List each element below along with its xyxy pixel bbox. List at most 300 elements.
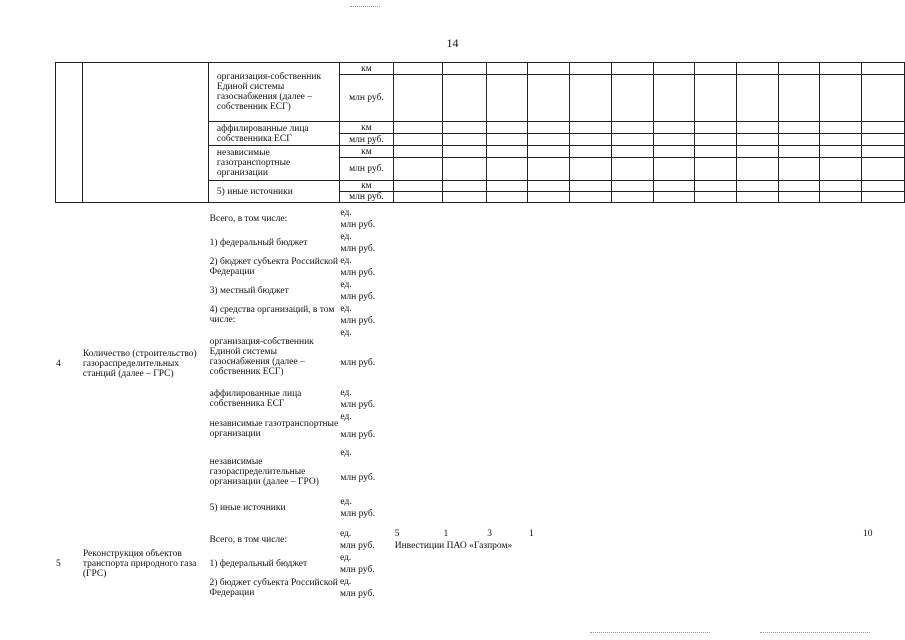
empty-cell (862, 207, 905, 219)
empty-cell (443, 267, 487, 279)
empty-cell (653, 158, 695, 181)
unit-mln: млн руб. (340, 292, 376, 302)
empty-cell (612, 315, 654, 327)
unit-ed: ед. (339, 577, 352, 587)
empty-cell (737, 181, 779, 192)
source-owner-esg: организация-собственник Единой системы газоснабжения (далее – собственник ЕСГ) (209, 337, 314, 377)
empty-cell (443, 291, 487, 303)
empty-cell (820, 576, 862, 588)
empty-cell (862, 387, 905, 399)
empty-cell (737, 540, 779, 552)
empty-cell (570, 327, 612, 339)
unit-mln: млн руб. (339, 75, 394, 122)
empty-cell (653, 134, 695, 146)
empty-cell (820, 255, 862, 267)
empty-cell (862, 508, 905, 520)
source-affiliated: аффилированные лица собственника ЕСГ (209, 389, 302, 409)
row-4-number: 4 (56, 358, 61, 369)
empty-cell (394, 231, 443, 243)
empty-cell (528, 291, 570, 303)
empty-cell (394, 399, 443, 411)
empty-cell (528, 231, 570, 243)
empty-cell (570, 528, 612, 540)
empty-cell (779, 399, 821, 411)
empty-cell (570, 339, 612, 387)
empty-cell (394, 508, 443, 520)
empty-cell (442, 576, 486, 588)
empty-cell (653, 181, 695, 192)
empty-cell (820, 327, 862, 339)
empty-cell (779, 540, 821, 552)
page-number: 14 (446, 36, 459, 50)
empty-cell (737, 303, 779, 315)
empty-cell (695, 564, 737, 576)
empty-cell (394, 315, 443, 327)
empty-cell (653, 122, 695, 134)
empty-cell (654, 303, 696, 315)
empty-cell (737, 528, 779, 540)
empty-cell (779, 459, 821, 496)
empty-cell (654, 496, 696, 508)
empty-cell (394, 207, 443, 219)
unit-ed: ед. (340, 328, 352, 338)
empty-cell (779, 588, 821, 600)
empty-cell (820, 181, 862, 192)
empty-cell (443, 496, 487, 508)
source-federal: 1) федеральный бюджет (209, 559, 308, 569)
empty-cell (862, 192, 905, 203)
empty-cell (612, 528, 654, 540)
empty-cell (487, 339, 529, 387)
empty-cell (737, 447, 779, 459)
empty-cell (394, 576, 443, 588)
empty-cell (612, 564, 654, 576)
empty-cell (612, 327, 654, 339)
empty-cell (737, 158, 779, 181)
empty-cell (737, 267, 779, 279)
row-5-number: 5 (56, 559, 61, 569)
empty-cell (442, 552, 486, 564)
empty-cell (654, 279, 696, 291)
empty-cell (570, 508, 612, 520)
empty-cell (570, 576, 612, 588)
empty-cell (394, 192, 443, 203)
empty-cell (611, 122, 653, 134)
empty-cell (737, 146, 779, 158)
empty-cell (486, 75, 528, 122)
empty-cell (654, 387, 696, 399)
empty-cell (487, 219, 529, 231)
empty-cell (611, 158, 653, 181)
empty-cell (394, 423, 443, 447)
empty-cell (779, 423, 821, 447)
source-other: 5) иные источники (209, 503, 286, 513)
empty-cell (442, 146, 486, 158)
empty-cell (820, 459, 862, 496)
unit-ed: ед. (340, 497, 352, 507)
empty-cell (737, 496, 779, 508)
empty-cell (443, 459, 487, 496)
empty-cell (570, 423, 612, 447)
empty-cell (612, 255, 654, 267)
unit-mln: млн руб. (340, 358, 376, 368)
empty-cell (820, 75, 862, 122)
empty-cell (820, 588, 862, 600)
unit-ed: ед. (340, 280, 352, 290)
empty-cell (570, 255, 612, 267)
source-other: 5) иные источники (208, 181, 339, 203)
empty-cell (737, 387, 779, 399)
empty-cell (737, 122, 779, 134)
empty-cell (486, 552, 528, 564)
empty-cell (570, 496, 612, 508)
empty-cell (570, 181, 612, 192)
empty-cell (394, 387, 443, 399)
empty-cell (737, 291, 779, 303)
empty-cell (487, 459, 529, 496)
empty-cell (487, 207, 529, 219)
source-federal: 1) федеральный бюджет (209, 238, 308, 248)
empty-cell (394, 339, 443, 387)
empty-cell (528, 146, 570, 158)
empty-cell (487, 508, 529, 520)
empty-cell (486, 181, 528, 192)
empty-cell (486, 192, 528, 203)
empty-cell (820, 564, 862, 576)
empty-cell (528, 243, 570, 255)
empty-cell (820, 315, 862, 327)
source-local: 3) местный бюджет (209, 286, 289, 296)
source-total: Всего, в том числе: (209, 214, 288, 224)
empty-cell (737, 134, 779, 146)
empty-cell (612, 291, 654, 303)
empty-cell (442, 564, 486, 576)
empty-cell (394, 243, 443, 255)
empty-cell (487, 496, 529, 508)
scan-mark (350, 6, 380, 7)
empty-cell (779, 447, 821, 459)
unit-km: км (339, 181, 394, 192)
unit-ed: ед. (340, 448, 352, 458)
empty-cell (820, 219, 862, 231)
empty-cell (394, 255, 443, 267)
empty-cell (612, 387, 654, 399)
empty-cell (654, 315, 696, 327)
empty-cell (779, 303, 821, 315)
empty-cell (779, 508, 821, 520)
empty-cell (862, 399, 905, 411)
empty-cell (695, 267, 737, 279)
empty-cell (443, 327, 487, 339)
row-4-name: Количество (строительство) газораспределительных станций (далее – ГРС) (82, 348, 197, 379)
value-cell: 3 (487, 529, 492, 539)
empty-cell (820, 339, 862, 387)
empty-cell (653, 528, 695, 540)
empty-cell (737, 315, 779, 327)
empty-cell (737, 423, 779, 447)
empty-cell (611, 146, 653, 158)
empty-cell (653, 146, 695, 158)
empty-cell (862, 181, 905, 192)
empty-cell (695, 279, 737, 291)
empty-cell (695, 528, 737, 540)
empty-cell (611, 75, 653, 122)
empty-cell (612, 423, 654, 447)
empty-cell (612, 411, 654, 423)
empty-cell (820, 207, 862, 219)
empty-cell (611, 134, 653, 146)
source-independent-gto: независимые газотранспортные организации (209, 419, 339, 439)
empty-cell (862, 447, 905, 459)
empty-cell (862, 122, 905, 134)
scan-mark (590, 632, 710, 633)
empty-cell (528, 279, 570, 291)
empty-cell (654, 339, 696, 387)
unit-ed: ед. (340, 388, 352, 398)
empty-cell (695, 303, 737, 315)
empty-cell (779, 339, 821, 387)
empty-cell (487, 255, 529, 267)
empty-cell (653, 552, 695, 564)
unit-ed: ед. (340, 304, 352, 314)
empty-cell (570, 447, 612, 459)
empty-cell (570, 122, 612, 134)
empty-cell (394, 496, 443, 508)
empty-cell (570, 63, 612, 75)
empty-cell (528, 207, 570, 219)
empty-cell (612, 279, 654, 291)
empty-cell (820, 423, 862, 447)
unit-ed: ед. (340, 256, 352, 266)
empty-cell (778, 122, 820, 134)
empty-cell (695, 255, 737, 267)
empty-cell (779, 255, 821, 267)
empty-cell (737, 192, 779, 203)
unit-mln: млн руб. (339, 589, 375, 599)
empty-cell (443, 508, 487, 520)
empty-cell (820, 267, 862, 279)
empty-cell (862, 564, 905, 576)
scan-mark (760, 632, 870, 633)
empty-cell (570, 564, 612, 576)
empty-cell (443, 255, 487, 267)
empty-cell (779, 327, 821, 339)
empty-cell (394, 122, 443, 134)
empty-cell (737, 399, 779, 411)
empty-cell (528, 496, 570, 508)
empty-cell (695, 63, 737, 75)
empty-cell (653, 540, 695, 552)
empty-cell (820, 552, 862, 564)
empty-cell (737, 411, 779, 423)
empty-cell (487, 399, 529, 411)
empty-cell (528, 339, 570, 387)
empty-cell (820, 411, 862, 423)
empty-cell (737, 588, 779, 600)
unit-mln: млн руб. (340, 268, 376, 278)
empty-cell (695, 207, 737, 219)
investment-note: Инвестиции ПАО «Газпром» (394, 541, 513, 551)
empty-cell (737, 255, 779, 267)
unit-ed: ед. (340, 232, 352, 242)
empty-cell (779, 564, 821, 576)
empty-cell (695, 243, 737, 255)
empty-cell (528, 552, 570, 564)
empty-cell (394, 219, 443, 231)
empty-cell (394, 588, 443, 600)
empty-cell (862, 459, 905, 496)
empty-cell (862, 552, 905, 564)
investment-table (55, 62, 905, 203)
empty-cell (737, 219, 779, 231)
total-value-cell: 10 (863, 529, 873, 539)
empty-cell (570, 588, 612, 600)
empty-cell (570, 399, 612, 411)
empty-cell (612, 339, 654, 387)
empty-cell (695, 339, 737, 387)
empty-cell (394, 303, 443, 315)
empty-cell (528, 303, 570, 315)
row-name-cell (82, 63, 208, 203)
empty-cell (820, 63, 862, 75)
empty-cell (528, 181, 570, 192)
empty-cell (528, 192, 570, 203)
empty-cell (779, 576, 821, 588)
empty-cell (820, 146, 862, 158)
empty-cell (695, 146, 737, 158)
empty-cell (654, 243, 696, 255)
empty-cell (778, 75, 820, 122)
empty-cell (862, 63, 905, 75)
empty-cell (394, 459, 443, 496)
empty-cell (487, 231, 529, 243)
empty-cell (737, 576, 779, 588)
empty-cell (695, 459, 737, 496)
empty-cell (487, 387, 529, 399)
source-subject: 2) бюджет субъекта Российской Федерации (209, 578, 338, 598)
empty-cell (570, 387, 612, 399)
empty-cell (394, 552, 443, 564)
unit-km: км (339, 63, 394, 75)
empty-cell (487, 327, 529, 339)
unit-mln: млн руб. (340, 472, 376, 483)
empty-cell (779, 291, 821, 303)
empty-cell (695, 315, 737, 327)
empty-cell (820, 447, 862, 459)
row-5-name: Реконструкция объектов транспорта природного газа (ГРС) (82, 549, 197, 579)
empty-cell (695, 399, 737, 411)
unit-mln: млн руб. (339, 192, 394, 203)
empty-cell (486, 158, 528, 181)
empty-cell (862, 231, 905, 243)
empty-cell (442, 134, 486, 146)
empty-cell (820, 508, 862, 520)
empty-cell (779, 528, 821, 540)
empty-cell (653, 192, 695, 203)
empty-cell (443, 219, 487, 231)
empty-cell (394, 75, 443, 122)
empty-cell (695, 192, 737, 203)
empty-cell (394, 267, 443, 279)
empty-cell (612, 267, 654, 279)
empty-cell (443, 243, 487, 255)
empty-cell (862, 540, 905, 552)
empty-cell (862, 219, 905, 231)
empty-cell (862, 588, 905, 600)
empty-cell (612, 496, 654, 508)
unit-mln: млн руб. (339, 134, 394, 146)
empty-cell (820, 231, 862, 243)
empty-cell (820, 279, 862, 291)
empty-cell (778, 134, 820, 146)
empty-cell (653, 576, 695, 588)
empty-cell (737, 207, 779, 219)
empty-cell (695, 588, 737, 600)
empty-cell (442, 75, 486, 122)
empty-cell (737, 63, 779, 75)
source-owner-esg: организация-собственник Единой системы газоснабжения (далее – собственник ЕСГ) (208, 63, 339, 122)
empty-cell (862, 291, 905, 303)
empty-cell (737, 339, 779, 387)
empty-cell (394, 291, 443, 303)
empty-cell (528, 399, 570, 411)
source-total: Всего, в том числе: (209, 535, 288, 545)
empty-cell (612, 231, 654, 243)
empty-cell (394, 447, 443, 459)
empty-cell (528, 588, 570, 600)
empty-cell (612, 207, 654, 219)
empty-cell (394, 564, 443, 576)
empty-cell (394, 327, 443, 339)
unit-km: км (339, 122, 394, 134)
empty-cell (612, 540, 654, 552)
empty-cell (862, 315, 905, 327)
empty-cell (862, 279, 905, 291)
empty-cell (528, 219, 570, 231)
empty-cell (442, 158, 486, 181)
empty-cell (820, 387, 862, 399)
empty-cell (528, 564, 570, 576)
empty-cell (394, 181, 443, 192)
empty-cell (654, 508, 696, 520)
empty-cell (779, 411, 821, 423)
empty-cell (487, 447, 529, 459)
source-org-funds: 4) средства организаций, в том числе: (209, 305, 335, 325)
empty-cell (778, 63, 820, 75)
empty-cell (570, 207, 612, 219)
empty-cell (778, 146, 820, 158)
unit-mln: млн руб. (340, 220, 376, 230)
empty-cell (862, 327, 905, 339)
empty-cell (443, 411, 487, 423)
empty-cell (394, 63, 443, 75)
empty-cell (737, 231, 779, 243)
empty-cell (528, 158, 570, 181)
empty-cell (443, 315, 487, 327)
empty-cell (778, 181, 820, 192)
empty-cell (528, 122, 570, 134)
empty-cell (528, 459, 570, 496)
empty-cell (862, 267, 905, 279)
empty-cell (695, 219, 737, 231)
empty-cell (654, 459, 696, 496)
empty-cell (612, 459, 654, 496)
unit-mln: млн руб. (340, 509, 376, 519)
empty-cell (528, 134, 570, 146)
empty-cell (779, 267, 821, 279)
unit-mln: млн руб. (340, 400, 376, 410)
empty-cell (737, 243, 779, 255)
